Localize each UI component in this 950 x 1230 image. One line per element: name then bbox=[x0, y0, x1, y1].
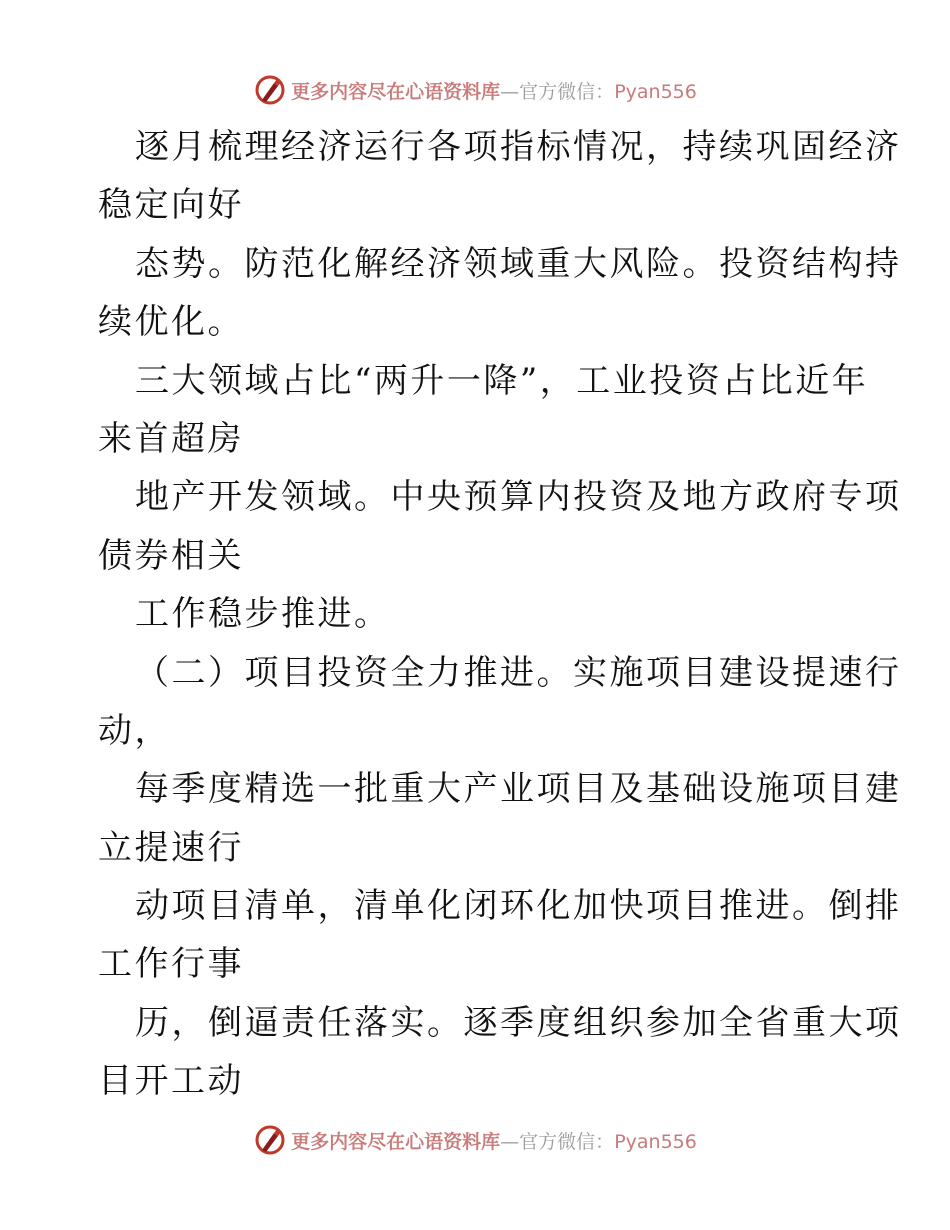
pen-logo-icon bbox=[253, 73, 287, 107]
banner-wechat-id: Pyan556 bbox=[614, 1130, 697, 1153]
header-banner bbox=[0, 70, 950, 110]
text-line: 目开工动 bbox=[98, 1061, 244, 1102]
text-line: （二）项目投资全力推进。实施项目建设提速行 bbox=[135, 652, 902, 693]
text-line: 三大领域占比“两升一降”，工业投资占比近年 bbox=[135, 360, 869, 401]
banner-text bbox=[291, 1127, 697, 1154]
text-line: 态势。防范化解经济领域重大风险。投资结构持 bbox=[135, 243, 902, 284]
text-line: 立提速行 bbox=[98, 827, 244, 868]
text-line: 工作行事 bbox=[98, 944, 244, 985]
header-banner-inner bbox=[253, 73, 697, 107]
banner-sub-text: 官方微信： bbox=[519, 1130, 615, 1153]
banner-sub-text: 官方微信： bbox=[519, 80, 615, 103]
text-line: 稳定向好 bbox=[98, 185, 244, 226]
text-line: 动， bbox=[98, 710, 171, 751]
text-line: 地产开发领域。中央预算内投资及地方政府专项 bbox=[135, 477, 902, 518]
text-line: 历，倒逼责任落实。逐季度组织参加全省重大项 bbox=[135, 1002, 902, 1043]
pen-logo-icon bbox=[253, 1123, 287, 1157]
text-line: 动项目清单，清单化闭环化加快项目推进。倒排 bbox=[135, 886, 902, 927]
banner-main-text: 更多内容尽在心语资料库 bbox=[291, 1130, 501, 1153]
text-line: 来首超房 bbox=[98, 418, 244, 459]
text-line: 每季度精选一批重大产业项目及基础设施项目建 bbox=[135, 769, 902, 810]
banner-dash: — bbox=[500, 1130, 520, 1153]
document-body bbox=[98, 118, 902, 1111]
text-line: 续优化。 bbox=[98, 302, 244, 343]
footer-banner-inner bbox=[253, 1123, 697, 1157]
banner-dash: — bbox=[500, 80, 520, 103]
banner-main-text: 更多内容尽在心语资料库 bbox=[291, 80, 501, 103]
text-line: 工作稳步推进。 bbox=[135, 594, 391, 635]
text-line: 逐月梳理经济运行各项指标情况，持续巩固经济 bbox=[135, 127, 902, 167]
text-line: 债券相关 bbox=[98, 535, 244, 576]
banner-text bbox=[291, 77, 697, 104]
banner-wechat-id: Pyan556 bbox=[614, 80, 697, 103]
footer-banner bbox=[0, 1120, 950, 1160]
